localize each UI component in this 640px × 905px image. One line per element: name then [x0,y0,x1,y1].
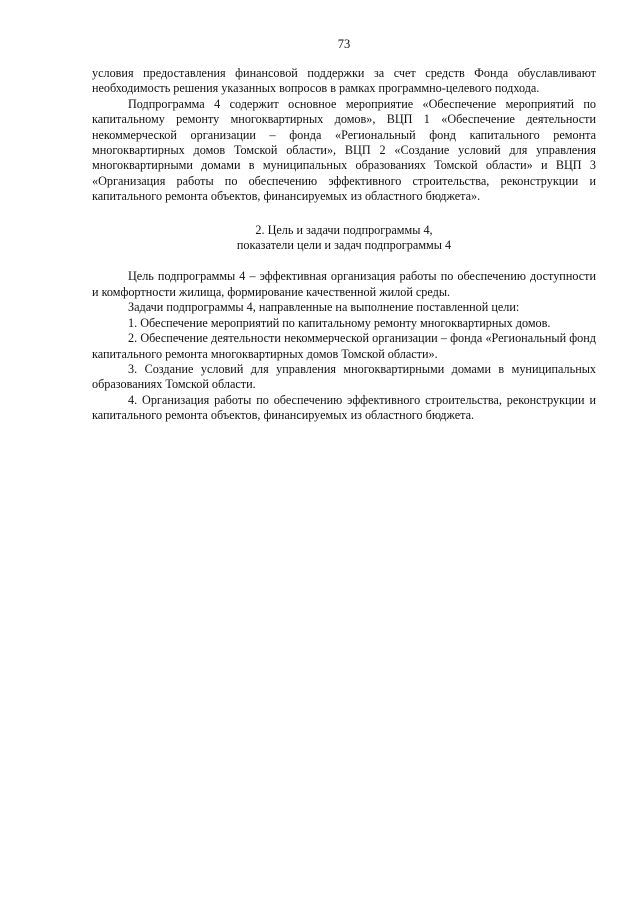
task-item: 3. Создание условий для управления многоквартирными домами в муниципальных образованиях Томской области. [92,361,596,392]
section-heading-line-2: показатели цели и задач подпрограммы 4 [236,238,452,253]
tasks-intro: Задачи подпрограммы 4, направленные на выполнение поставленной цели: [128,300,520,315]
task-item: 4. Организация работы по обеспечению эффективного строительства, реконструкции и капитального ремонта объектов, финансируемых из областного бюджета. [92,392,596,423]
section-heading [92,223,596,254]
tasks-list [92,316,596,424]
intro-paragraph-subprogram: Подпрограмма 4 содержит основное мероприятие «Обеспечение мероприятий по капитальному ремонту многоквартирных домов», ВЦП 1 «Обеспечение деятельности некоммерческой организации – фонда «Региональный фонд капитального ремонта многоквартирных домов Томской области», ВЦП 2 «Создание условий для управления многоквартирными домами в муниципальных образованиях Томской области» и ВЦП 3 «Организация работы по обеспечению эффективного строительства, реконструкции и капитального ремонта объектов, финансируемых из областного бюджета». [92,96,596,204]
goal-paragraph: Цель подпрограммы 4 – эффективная организация работы по обеспечению доступности и комфортности жилища, формирование качественной жилой среды. [92,269,596,299]
document-page [92,36,596,424]
task-item: 1. Обеспечение мероприятий по капитальному ремонту многоквартирных домов. [128,315,551,330]
intro-paragraph-continuation: условия предоставления финансовой поддержки за счет средств Фонда обуславливают необходимость решения указанных вопросов в рамках программно-целевого подхода. [92,66,596,96]
page-number: 73 [337,37,351,51]
task-item: 2. Обеспечение деятельности некоммерческой организации – фонда «Региональный фонд капитального ремонта многоквартирных домов Томской области». [92,331,596,361]
section-heading-line-1: 2. Цель и задачи подпрограммы 4, [255,222,433,237]
